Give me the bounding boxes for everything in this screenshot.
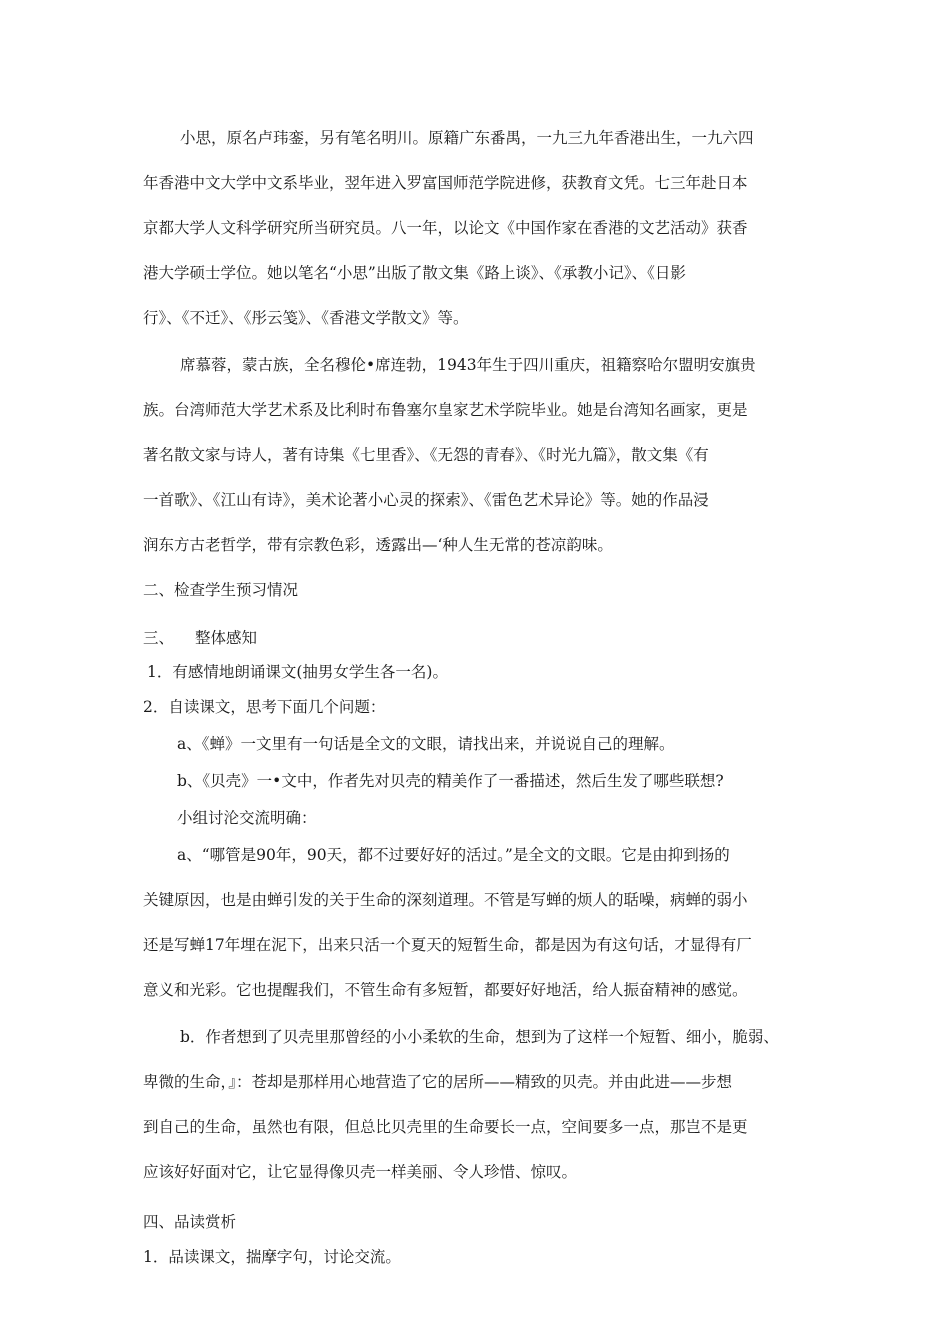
bio-ximurong-line: 润东方古老哲学，带有宗教色彩，透露出—‘种人生无常的苍凉韵味。 xyxy=(143,536,613,554)
bio-ximurong-line: 一首歌》、《江山有诗》，美术论著小心灵的探索》、《雷色艺术异论》等。她的作品浸 xyxy=(143,491,709,509)
answer-a-line: a、“哪管是90年，90天，都不过要好好的活过。”是全文的文眼。它是由抑到扬的 xyxy=(177,846,730,864)
answer-b-line: 卑微的生命，』：苍却是那样用心地营造了它的居所——精致的贝壳。并由此进——步想 xyxy=(143,1073,733,1091)
bio-ximurong-line: 著名散文家与诗人，著有诗集《七里香》、《无怨的青春》、《时光九篇》，散文集《有 xyxy=(143,446,709,464)
bio-xiaosi-line: 年香港中文大学中文系毕业，翌年进入罗富国师范学院进修，获教育文凭。七三年赴日本 xyxy=(143,174,748,192)
answer-b-line: b．作者想到了贝壳里那曾经的小小柔软的生命，想到为了这样一个短暂、细小，脆弱、 xyxy=(180,1028,779,1046)
question-a: a、《蝉》一文里有一句话是全文的文眼，请找出来，并说说自己的理解。 xyxy=(177,735,675,753)
discussion-label: 小组讨沦交流明确： xyxy=(177,809,317,827)
question-b: b、《贝壳》一•文中，作者先对贝壳的精美作了一番描述，然后生发了哪些联想? xyxy=(177,772,724,790)
bio-ximurong-line: 族。台湾师范大学艺术系及比利时布鲁塞尔皇家艺术学院毕业。她是台湾知名画家，更是 xyxy=(143,401,748,419)
bio-xiaosi-line: 港大学硕士学位。她以笔名“小思”出版了散文集《路上谈》、《承教小记》、《日影 xyxy=(143,264,686,282)
answer-a-line: 还是写蝉17年埋在泥下，出来只活一个夏天的短暂生命，都是因为有这句话，才显得有厂 xyxy=(143,936,752,954)
section-3-item: 1．有感情地朗诵课文(抽男女学生各一名)。 xyxy=(147,663,448,681)
section-4-item: 1．品读课文，揣摩字句，讨论交流。 xyxy=(143,1248,401,1266)
section-3-item: 2．自读课文，思考下面几个问题： xyxy=(143,698,386,716)
section-3-number: 三、 xyxy=(143,629,175,647)
bio-xiaosi-line: 行》、《不迁》、《彤云笺》、《香港文学散文》等。 xyxy=(143,309,469,327)
section-4-heading: 四、品读赏析 xyxy=(143,1213,237,1231)
section-2-heading: 二、检查学生预习情况 xyxy=(143,581,299,599)
bio-xiaosi-line: 小思，原名卢玮銮，另有笔名明川。原籍广东番禺，一九三九年香港出生，一九六四 xyxy=(180,129,754,147)
answer-a-line: 意义和光彩。它也提醒我们，不管生命有多短暂，都要好好地活，给人振奋精神的感觉。 xyxy=(143,981,748,999)
answer-b-line: 应该好好面对它，让它显得像贝壳一样美丽、令人珍惜、惊叹。 xyxy=(143,1163,578,1181)
section-3-title: 整体感知 xyxy=(195,629,258,647)
bio-xiaosi-line: 京都大学人文科学研究所当研究员。八一年，以论文《中国作家在香港的文艺活动》获香 xyxy=(143,219,748,237)
answer-b-line: 到自己的生命，虽然也有限，但总比贝壳里的生命要长一点，空间要多一点，那岂不是更 xyxy=(143,1118,748,1136)
bio-ximurong-line: 席慕蓉，蒙古族，全名穆伦•席连勃，1943年生于四川重庆，祖籍察哈尔盟明安旗贵 xyxy=(180,356,756,374)
answer-a-line: 关键原因，也是由蝉引发的关于生命的深刻道理。不管是写蝉的烦人的聒噪，病蝉的弱小 xyxy=(143,891,748,909)
